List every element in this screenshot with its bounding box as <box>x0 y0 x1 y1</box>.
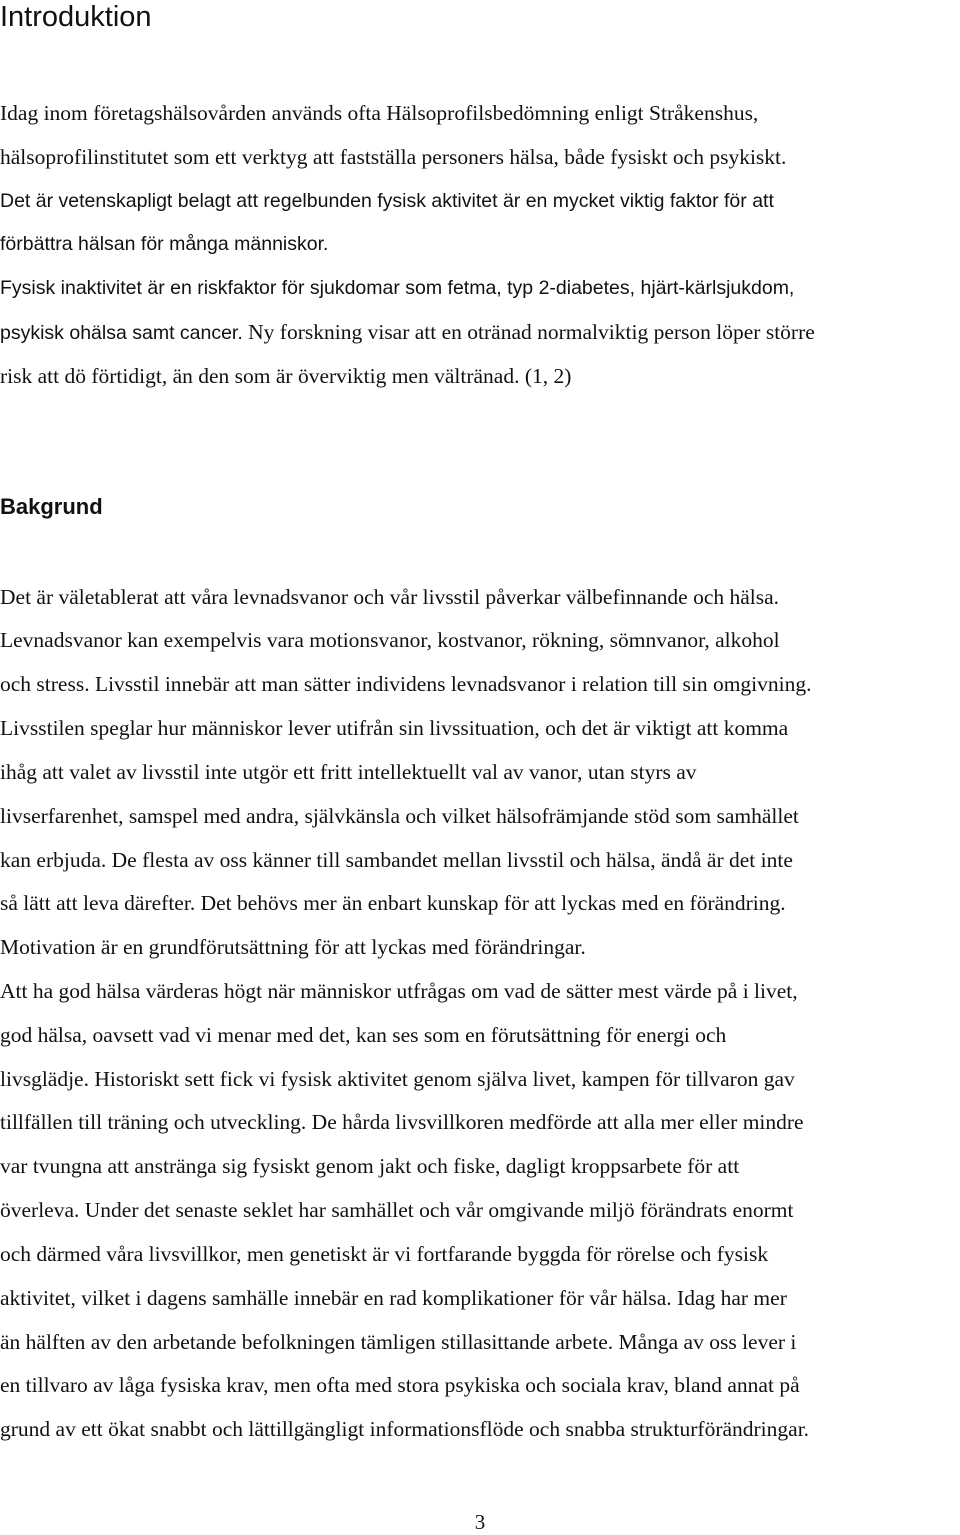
background-line-19: en tillvaro av låga fysiska krav, men ofta med stora psykiska och sociala krav, bland annat på <box>0 1373 800 1397</box>
background-line-14: var tvungna att anstränga sig fysiskt genom jakt och fiske, dagligt kroppsarbete för att <box>0 1154 740 1178</box>
background-line-20: grund av ett ökat snabbt och lättillgängligt informationsflöde och snabba strukturförändringar. <box>0 1417 810 1441</box>
background-line-15: överleva. Under det senaste seklet har samhället och vår omgivande miljö förändrats enormt <box>0 1198 794 1222</box>
section-heading-background: Bakgrund <box>0 494 103 519</box>
intro-line-6a: psykisk ohälsa samt cancer. <box>0 322 243 344</box>
intro-line-3: Det är vetenskapligt belagt att regelbunden fysisk aktivitet är en mycket viktig faktor för att <box>0 190 774 212</box>
intro-line-5: Fysisk inaktivitet är en riskfaktor för sjukdomar som fetma, typ 2-diabetes, hjärt-kärlsjukdom, <box>0 277 795 299</box>
background-line-17: aktivitet, vilket i dagens samhälle innebär en rad komplikationer för vår hälsa. Idag har mer <box>0 1286 787 1310</box>
background-line-4: Livsstilen speglar hur människor lever utifrån sin livssituation, och det är viktigt att komma <box>0 716 789 740</box>
background-line-1: Det är väletablerat att våra levnadsvanor och vår livsstil påverkar välbefinnande och hälsa. <box>0 585 780 609</box>
background-line-11: god hälsa, oavsett vad vi menar med det, kan ses som en förutsättning för energi och <box>0 1023 727 1047</box>
background-line-10: Att ha god hälsa värderas högt när människor utfrågas om vad de sätter mest värde på i livet, <box>0 979 798 1003</box>
section-heading-introduction: Introduktion <box>0 1 152 33</box>
background-line-7: kan erbjuda. De flesta av oss känner till sambandet mellan livsstil och hälsa, ändå är det inte <box>0 848 793 872</box>
background-line-3: och stress. Livsstil innebär att man sätter individens levnadsvanor i relation till sin omgivning. <box>0 672 812 696</box>
page-number: 3 <box>474 1510 486 1534</box>
background-line-6: livserfarenhet, samspel med andra, självkänsla och vilket hälsofrämjande stöd som samhället <box>0 804 799 828</box>
background-line-13: tillfällen till träning och utveckling. De hårda livsvillkoren medförde att alla mer eller mindre <box>0 1110 804 1134</box>
background-line-9: Motivation är en grundförutsättning för att lyckas med förändringar. <box>0 935 586 959</box>
background-line-2: Levnadsvanor kan exempelvis vara motionsvanor, kostvanor, rökning, sömnvanor, alkohol <box>0 628 780 652</box>
intro-line-4: förbättra hälsan för många människor. <box>0 233 329 255</box>
background-line-12: livsglädje. Historiskt sett fick vi fysisk aktivitet genom själva livet, kampen för tillvaron gav <box>0 1067 795 1091</box>
intro-line-7: risk att dö förtidigt, än den som är överviktig men vältränad. (1, 2) <box>0 364 572 388</box>
background-line-5: ihåg att valet av livsstil inte utgör ett fritt intellektuellt val av vanor, utan styrs av <box>0 760 697 784</box>
intro-line-6-wrapper <box>0 317 815 350</box>
background-line-16: och därmed våra livsvillkor, men genetiskt är vi fortfarande byggda för rörelse och fysisk <box>0 1242 769 1266</box>
background-line-8: så lätt att leva därefter. Det behövs mer än enbart kunskap för att lyckas med en förändring. <box>0 891 786 915</box>
intro-line-2: hälsoprofilinstitutet som ett verktyg att fastställa personers hälsa, både fysiskt och psykiskt. <box>0 145 787 169</box>
intro-line-1: Idag inom företagshälsovården används ofta Hälsoprofilsbedömning enligt Stråkenshus, <box>0 101 759 125</box>
background-line-18: än hälften av den arbetande befolkningen tämligen stillasittande arbete. Många av oss lever i <box>0 1330 797 1354</box>
intro-line-6b: Ny forskning visar att en otränad normalviktig person löper större <box>242 320 815 344</box>
